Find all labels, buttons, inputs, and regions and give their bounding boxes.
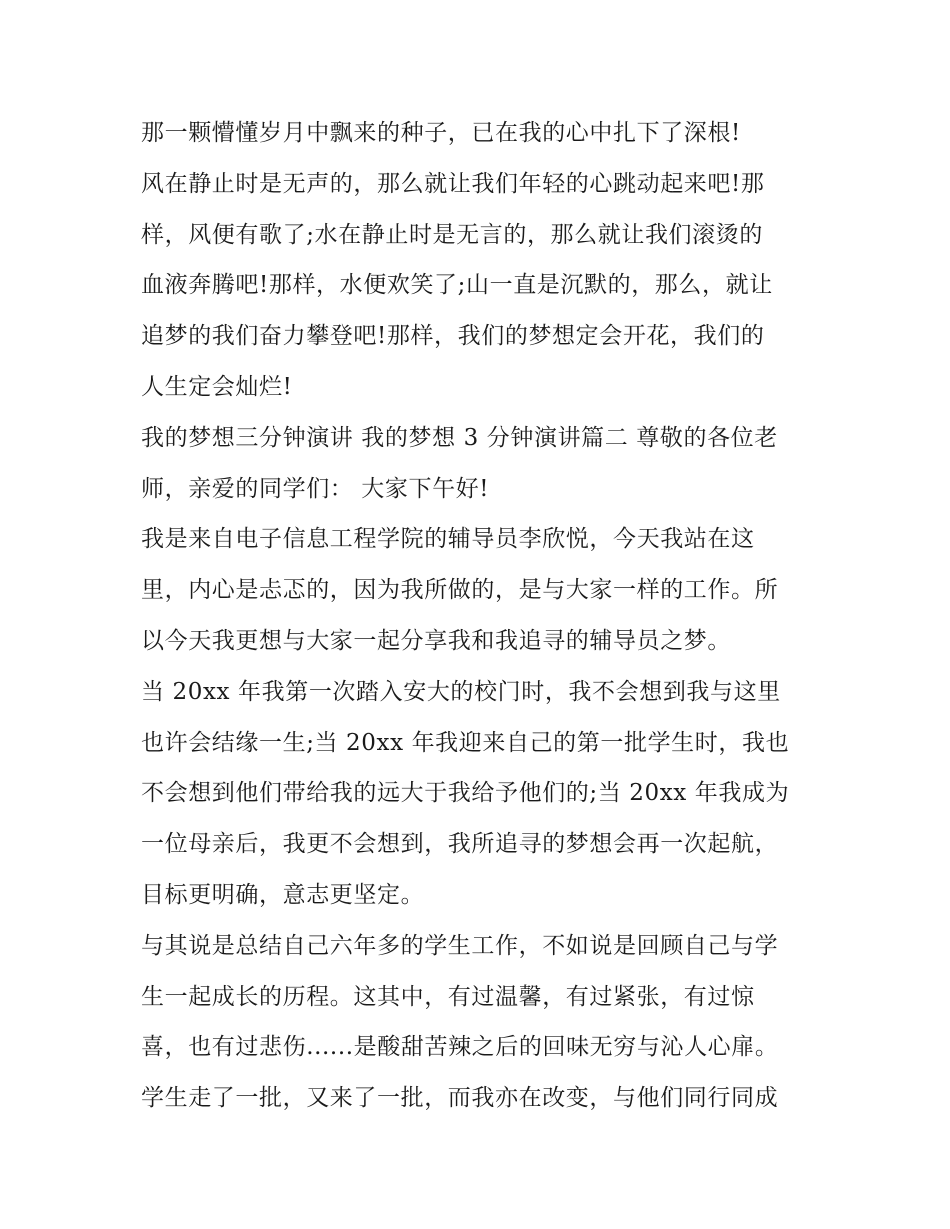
text-line: 当 20xx 年我第一次踏入安大的校门时，我不会想到我与这里 — [141, 678, 781, 705]
text-line: 学生走了一批，又来了一批，而我亦在改变，与他们同行同成 — [141, 1085, 779, 1112]
document-text-body — [141, 108, 831, 1124]
text-line: 追梦的我们奋力攀登吧!那样，我们的梦想定会开花，我们的 — [141, 323, 765, 350]
text-line: 与其说是总结自己六年多的学生工作，不如说是回顾自己与学 — [141, 932, 779, 959]
text-line: 里，内心是忐忑的，因为我所做的，是与大家一样的工作。所 — [141, 577, 779, 604]
text-line: 血液奔腾吧!那样，水便欢笑了;山一直是沉默的，那么，就让 — [141, 272, 773, 299]
text-line: 一位母亲后，我更不会想到，我所追寻的梦想会再一次起航， — [141, 831, 779, 858]
text-line: 我是来自电子信息工程学院的辅导员李欣悦，今天我站在这 — [141, 526, 755, 553]
text-line: 样，风便有歌了;水在静止时是无言的，那么就让我们滚烫的 — [141, 221, 763, 248]
text-line: 喜，也有过悲伤......是酸甜苦辣之后的回味无穷与沁人心扉。 — [141, 1034, 779, 1061]
text-line: 目标更明确，意志更坚定。 — [141, 881, 425, 908]
text-line: 人生定会灿烂! — [141, 373, 293, 400]
text-line: 也许会结缘一生;当 20xx 年我迎来自己的第一批学生时，我也 — [141, 729, 790, 756]
text-line: 风在静止时是无声的，那么就让我们年轻的心跳动起来吧!那 — [141, 170, 765, 197]
text-line: 师，亲爱的同学们： 大家下午好! — [141, 475, 490, 502]
text-line: 那一颗懵懂岁月中飘来的种子，已在我的心中扎下了深根! — [141, 120, 741, 146]
text-line: 不会想到他们带给我的远大于我给予他们的;当 20xx 年我成为 — [141, 780, 790, 807]
text-line: 我的梦想三分钟演讲 我的梦想 3 分钟演讲篇二 尊敬的各位老 — [141, 424, 778, 451]
text-line: 以今天我更想与大家一起分享我和我追寻的辅导员之梦。 — [141, 627, 731, 654]
text-line: 生一起成长的历程。这其中，有过温馨，有过紧张，有过惊 — [141, 983, 755, 1010]
